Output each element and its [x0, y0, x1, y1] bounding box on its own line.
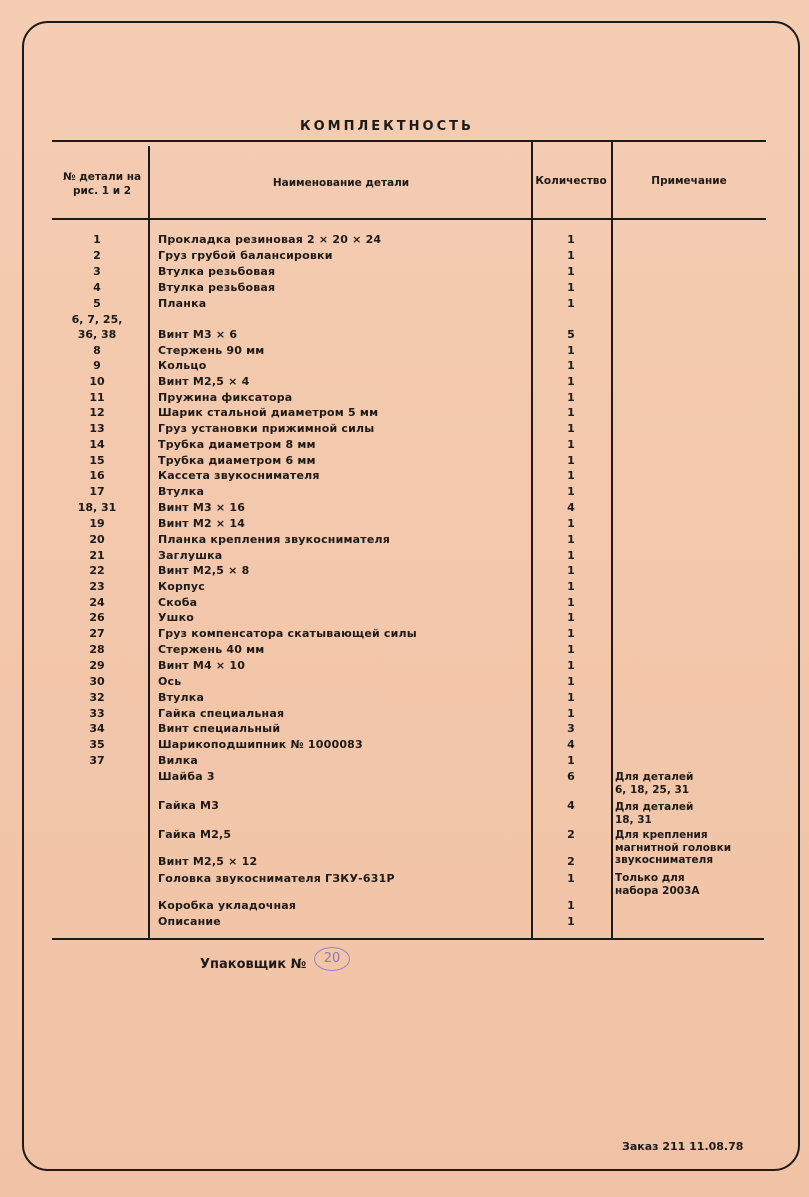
- row-part-name: Скоба: [158, 596, 198, 609]
- row-part-number: 36, 38: [77, 328, 117, 341]
- row-quantity: 1: [567, 754, 575, 767]
- row-quantity: 1: [567, 485, 575, 498]
- row-part-name: Ось: [158, 675, 182, 688]
- row-quantity: 1: [567, 643, 575, 656]
- row-part-number: 26: [89, 611, 105, 624]
- row-quantity: 1: [567, 297, 575, 310]
- row-quantity: 1: [567, 517, 575, 530]
- row-part-number: 18, 31: [77, 501, 117, 514]
- row-quantity: 1: [567, 549, 575, 562]
- row-part-number: 8: [93, 344, 101, 357]
- row-part-name: Груз установки прижимной силы: [158, 422, 375, 435]
- row-part-number: 33: [89, 707, 105, 720]
- row-quantity: 6: [567, 770, 575, 783]
- row-quantity: 4: [567, 738, 575, 751]
- row-part-number: 23: [89, 580, 105, 593]
- row-quantity: 1: [567, 564, 575, 577]
- row-part-number: 20: [89, 533, 105, 546]
- row-part-number: 13: [89, 422, 105, 435]
- row-quantity: 1: [567, 611, 575, 624]
- row-quantity: 1: [567, 691, 575, 704]
- row-part-name: Головка звукоснимателя ГЗКУ-631Р: [158, 872, 395, 885]
- row-part-number: 5: [93, 297, 101, 310]
- row-quantity: 1: [567, 454, 575, 467]
- row-part-name: Груз грубой балансировки: [158, 249, 333, 262]
- row-part-name: Гайка специальная: [158, 707, 285, 720]
- row-part-name: Вилка: [158, 754, 199, 767]
- row-part-name: Винт М2,5 × 8: [158, 564, 250, 577]
- packer-stamp: 20: [314, 947, 350, 971]
- row-quantity: 1: [567, 265, 575, 278]
- row-quantity: 1: [567, 344, 575, 357]
- row-note: Для деталей 6, 18, 25, 31: [615, 771, 694, 796]
- row-part-name: Планка крепления звукоснимателя: [158, 533, 391, 546]
- row-part-name: Втулка: [158, 485, 205, 498]
- document-title: КОМПЛЕКТНОСТЬ: [300, 119, 474, 134]
- row-part-name: Винт М2,5 × 4: [158, 375, 250, 388]
- row-part-name: Винт М3 × 6: [158, 328, 238, 341]
- header-part-name: Наименование детали: [272, 177, 410, 189]
- row-part-name: Трубка диаметром 6 мм: [158, 454, 316, 467]
- row-part-number: 14: [89, 438, 105, 451]
- row-part-name: Планка: [158, 297, 207, 310]
- row-part-name: Шайба 3: [158, 770, 215, 783]
- row-part-name: Винт специальный: [158, 722, 281, 735]
- row-quantity: 1: [567, 533, 575, 546]
- column-divider-3: [611, 140, 613, 938]
- header-part-number: № детали на рис. 1 и 2: [62, 171, 142, 197]
- row-quantity: 1: [567, 438, 575, 451]
- row-quantity: 1: [567, 233, 575, 246]
- row-part-name: Трубка диаметром 8 мм: [158, 438, 316, 451]
- row-part-number: 3: [93, 265, 101, 278]
- row-quantity: 1: [567, 675, 575, 688]
- row-quantity: 1: [567, 359, 575, 372]
- row-quantity: 4: [567, 799, 575, 812]
- row-part-name: Описание: [158, 915, 221, 928]
- row-part-number: 29: [89, 659, 105, 672]
- row-part-number: 17: [89, 485, 105, 498]
- row-part-number: 6, 7, 25,: [71, 313, 123, 326]
- table-header-rule: [52, 218, 766, 220]
- row-quantity: 4: [567, 501, 575, 514]
- row-part-number: 12: [89, 406, 105, 419]
- row-quantity: 1: [567, 422, 575, 435]
- row-part-name: Пружина фиксатора: [158, 391, 293, 404]
- row-part-name: Стержень 90 мм: [158, 344, 265, 357]
- packer-label: Упаковщик №: [200, 957, 307, 972]
- row-part-number: 2: [93, 249, 101, 262]
- row-quantity: 1: [567, 391, 575, 404]
- row-quantity: 1: [567, 872, 575, 885]
- row-part-number: 30: [89, 675, 105, 688]
- table-bottom-rule: [52, 938, 764, 940]
- row-part-name: Гайка М3: [158, 799, 220, 812]
- row-part-number: 27: [89, 627, 105, 640]
- row-quantity: 1: [567, 596, 575, 609]
- row-quantity: 3: [567, 722, 575, 735]
- row-part-name: Втулка резьбовая: [158, 265, 276, 278]
- row-quantity: 1: [567, 580, 575, 593]
- row-part-name: Ушко: [158, 611, 194, 624]
- row-note: Для крепления магнитной головки звукоснимателя: [615, 829, 732, 866]
- row-quantity: 1: [567, 469, 575, 482]
- row-part-number: 24: [89, 596, 105, 609]
- row-quantity: 2: [567, 828, 575, 841]
- row-quantity: 1: [567, 627, 575, 640]
- row-part-number: 37: [89, 754, 105, 767]
- row-part-number: 10: [89, 375, 105, 388]
- row-part-number: 9: [93, 359, 101, 372]
- row-part-number: 22: [89, 564, 105, 577]
- row-part-number: 34: [89, 722, 105, 735]
- row-part-name: Винт М2,5 × 12: [158, 855, 258, 868]
- row-part-name: Стержень 40 мм: [158, 643, 265, 656]
- row-part-number: 15: [89, 454, 105, 467]
- row-quantity: 2: [567, 855, 575, 868]
- row-quantity: 1: [567, 375, 575, 388]
- row-part-name: Втулка резьбовая: [158, 281, 276, 294]
- order-info: Заказ 211 11.08.78: [622, 1140, 744, 1153]
- row-part-number: 16: [89, 469, 105, 482]
- row-quantity: 5: [567, 328, 575, 341]
- row-part-number: 35: [89, 738, 105, 751]
- table-top-rule: [52, 140, 766, 142]
- row-part-name: Корпус: [158, 580, 205, 593]
- header-quantity: Количество: [535, 175, 607, 187]
- row-quantity: 1: [567, 707, 575, 720]
- row-part-number: 11: [89, 391, 105, 404]
- row-part-name: Шарик стальной диаметром 5 мм: [158, 406, 379, 419]
- row-part-name: Шарикоподшипник № 1000083: [158, 738, 363, 751]
- row-part-number: 1: [93, 233, 101, 246]
- row-part-name: Втулка: [158, 691, 205, 704]
- row-part-name: Винт М2 × 14: [158, 517, 246, 530]
- header-note: Примечание: [651, 175, 727, 187]
- row-quantity: 1: [567, 249, 575, 262]
- row-part-name: Прокладка резиновая 2 × 20 × 24: [158, 233, 382, 246]
- row-part-name: Кольцо: [158, 359, 207, 372]
- row-part-number: 28: [89, 643, 105, 656]
- row-part-number: 4: [93, 281, 101, 294]
- row-quantity: 1: [567, 659, 575, 672]
- row-part-name: Заглушка: [158, 549, 223, 562]
- row-part-name: Гайка М2,5: [158, 828, 232, 841]
- row-note: Только для набора 2003А: [615, 872, 700, 897]
- row-part-number: 32: [89, 691, 105, 704]
- row-quantity: 1: [567, 899, 575, 912]
- row-part-number: 21: [89, 549, 105, 562]
- row-part-name: Груз компенсатора скатывающей силы: [158, 627, 417, 640]
- row-part-number: 19: [89, 517, 105, 530]
- row-part-name: Коробка укладочная: [158, 899, 297, 912]
- row-note: Для деталей 18, 31: [615, 801, 694, 826]
- row-part-name: Винт М3 × 16: [158, 501, 246, 514]
- row-quantity: 1: [567, 915, 575, 928]
- row-quantity: 1: [567, 406, 575, 419]
- row-quantity: 1: [567, 281, 575, 294]
- row-part-name: Кассета звукоснимателя: [158, 469, 320, 482]
- row-part-name: Винт М4 × 10: [158, 659, 246, 672]
- column-divider-1: [148, 146, 150, 938]
